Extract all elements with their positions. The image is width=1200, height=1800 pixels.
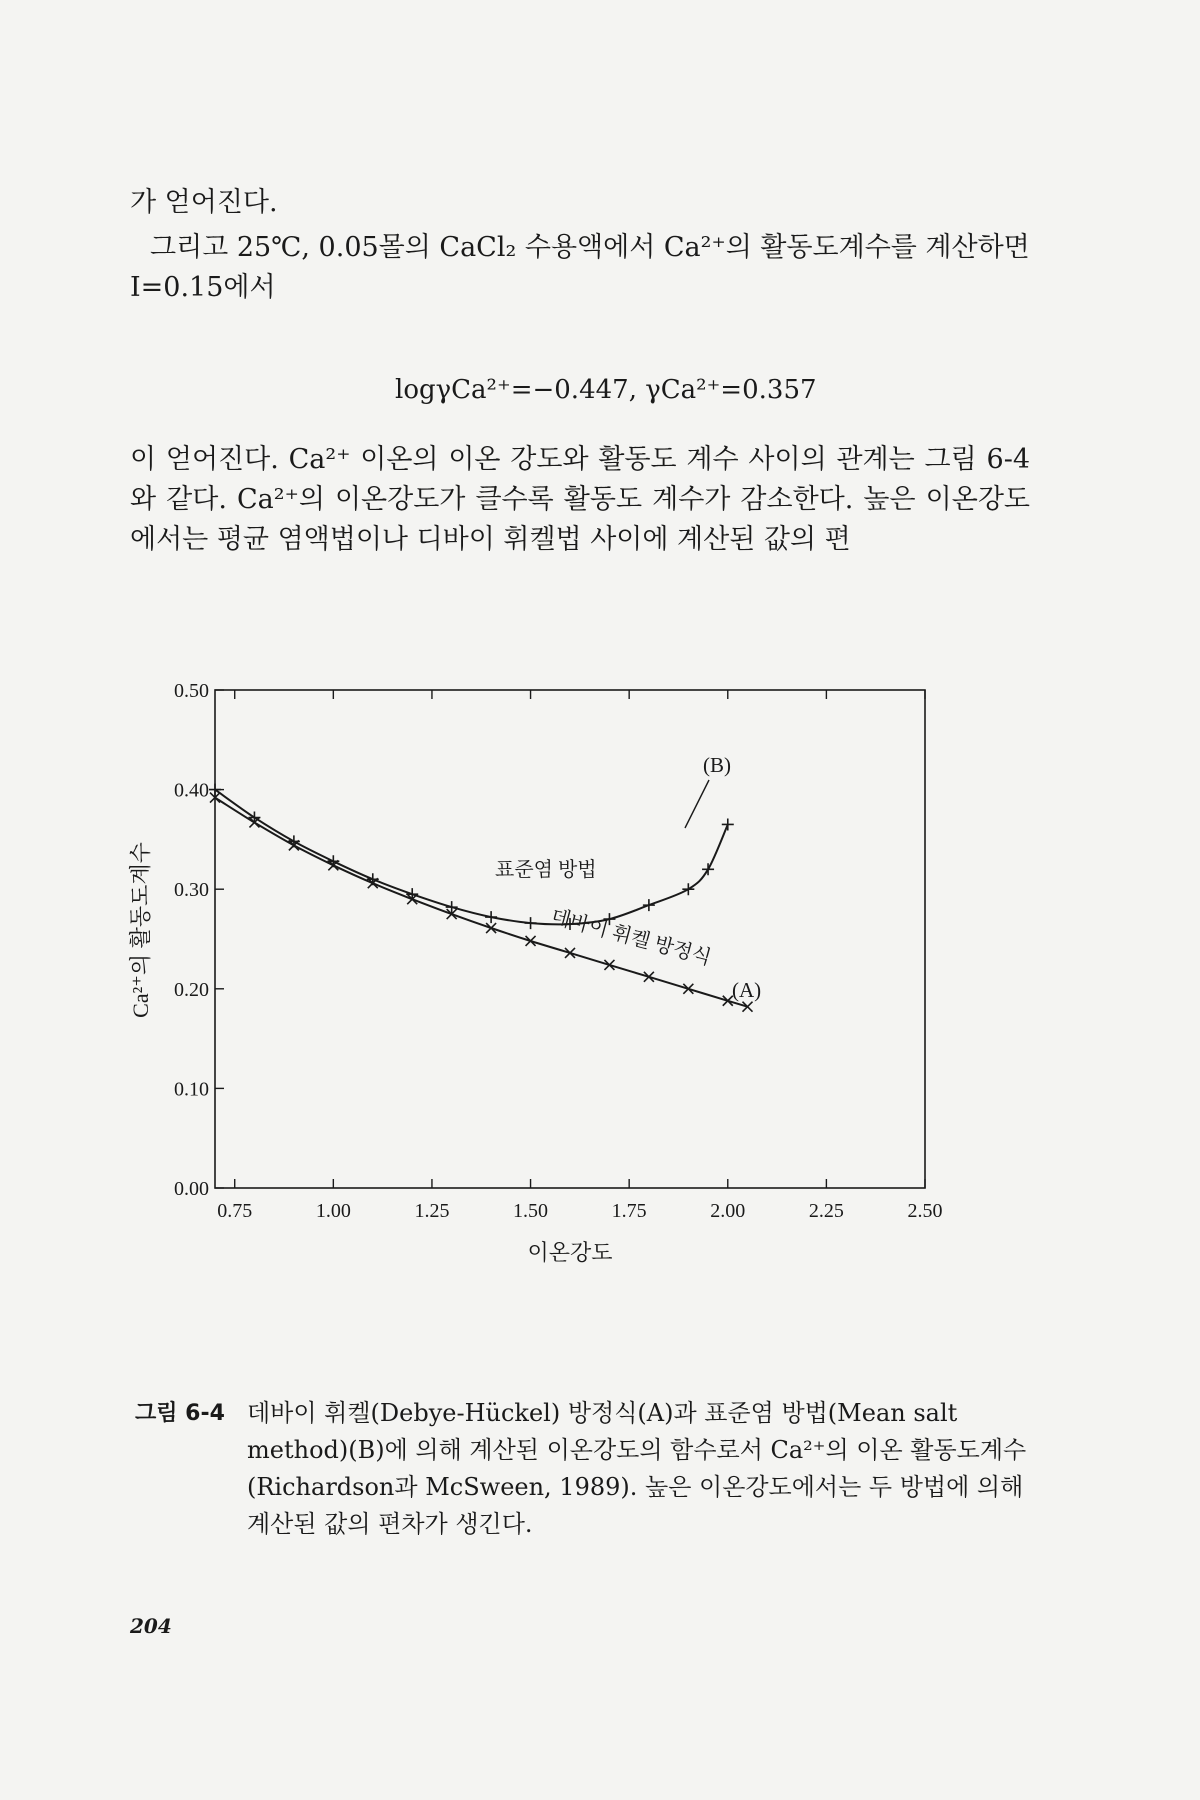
series-layer bbox=[215, 790, 748, 1007]
label-b-leader bbox=[685, 780, 709, 828]
point-a-14 bbox=[743, 1002, 753, 1012]
label-a: (A) bbox=[732, 978, 762, 1002]
label-b: (B) bbox=[703, 753, 731, 777]
y-tick-label-3: 0.30 bbox=[174, 879, 209, 902]
annotation-mean-salt: 표준염 방법 bbox=[495, 859, 597, 881]
point-a-8 bbox=[526, 936, 536, 946]
point-b-11 bbox=[643, 899, 655, 911]
y-tick-label-2: 0.20 bbox=[174, 978, 209, 1001]
point-b-14 bbox=[722, 818, 734, 830]
y-tick-label-5: 0.50 bbox=[174, 680, 209, 702]
point-b-12 bbox=[682, 883, 694, 895]
page-number: 204 bbox=[130, 1614, 172, 1638]
x-tick-label-5: 2.00 bbox=[710, 1200, 746, 1222]
point-a-12 bbox=[683, 984, 693, 994]
y-tick-label-4: 0.40 bbox=[174, 779, 209, 802]
point-b-4 bbox=[367, 873, 379, 885]
series-line-0 bbox=[215, 798, 748, 1007]
equation: logγCa²⁺=−0.447, γCa²⁺=0.357 bbox=[395, 375, 817, 405]
point-b-3 bbox=[327, 855, 339, 867]
x-tick-label-0: 0.75 bbox=[217, 1200, 253, 1222]
x-tick-label-3: 1.50 bbox=[513, 1200, 549, 1222]
body-paragraph-1: 그리고 25℃, 0.05몰의 CaCl₂ 수용액에서 Ca²⁺의 활동도계수를 계산하면 I=0.15에서 bbox=[130, 232, 1030, 303]
x-tick-label-4: 1.75 bbox=[611, 1200, 647, 1222]
body-paragraph-2: 이 얻어진다. Ca²⁺ 이온의 이온 강도와 활동도 계수 사이의 관계는 그림 6-4와 같다. Ca²⁺의 이온강도가 클수록 활동도 계수가 감소한다. 높은 이온강도에서는 평균 염액법이나 디바이 휘켈법 사이에 계산된 값의 편 bbox=[130, 444, 1030, 555]
point-b-13 bbox=[702, 863, 714, 875]
point-b-2 bbox=[288, 835, 300, 847]
point-b-1 bbox=[248, 811, 260, 823]
caption-label: 그림 6-4 bbox=[135, 1401, 225, 1426]
series-line-1 bbox=[215, 790, 728, 925]
point-b-6 bbox=[446, 901, 458, 913]
x-tick-label-7: 2.50 bbox=[907, 1200, 943, 1222]
caption-text: 데바이 휘켈(Debye-Hückel) 방정식(A)과 표준염 방법(Mean salt method)(B)에 의해 계산된 이온강도의 함수로서 Ca²⁺의 이온 활동도계수 (Richardson과 McSween, 1989). 높은 이온강도에서는 두 방법에 의해 계산된 값의 편차가 생긴다. bbox=[247, 1399, 1027, 1538]
plot-frame bbox=[215, 690, 925, 1188]
point-a-7 bbox=[486, 923, 496, 933]
point-b-7 bbox=[485, 911, 497, 923]
x-tick-label-2: 1.25 bbox=[414, 1200, 450, 1222]
y-axis-label: Ca²⁺의 활동도계수 bbox=[128, 842, 153, 1018]
x-tick-label-6: 2.25 bbox=[808, 1200, 844, 1222]
point-b-8 bbox=[525, 917, 537, 929]
point-a-10 bbox=[604, 960, 614, 970]
y-tick-label-0: 0.00 bbox=[174, 1178, 209, 1200]
x-tick-label-1: 1.00 bbox=[315, 1200, 351, 1222]
activity-coefficient-chart bbox=[120, 660, 1040, 1380]
figure-caption bbox=[135, 1395, 1035, 1543]
annotation-debye-huckel: 데바이 휘켈 방정식 bbox=[548, 905, 714, 970]
y-tick-label-1: 0.10 bbox=[174, 1078, 209, 1101]
y-axis bbox=[174, 680, 224, 1200]
body-line-top: 가 얻어진다. bbox=[130, 187, 278, 218]
x-axis-label: 이온강도 bbox=[527, 1240, 613, 1265]
